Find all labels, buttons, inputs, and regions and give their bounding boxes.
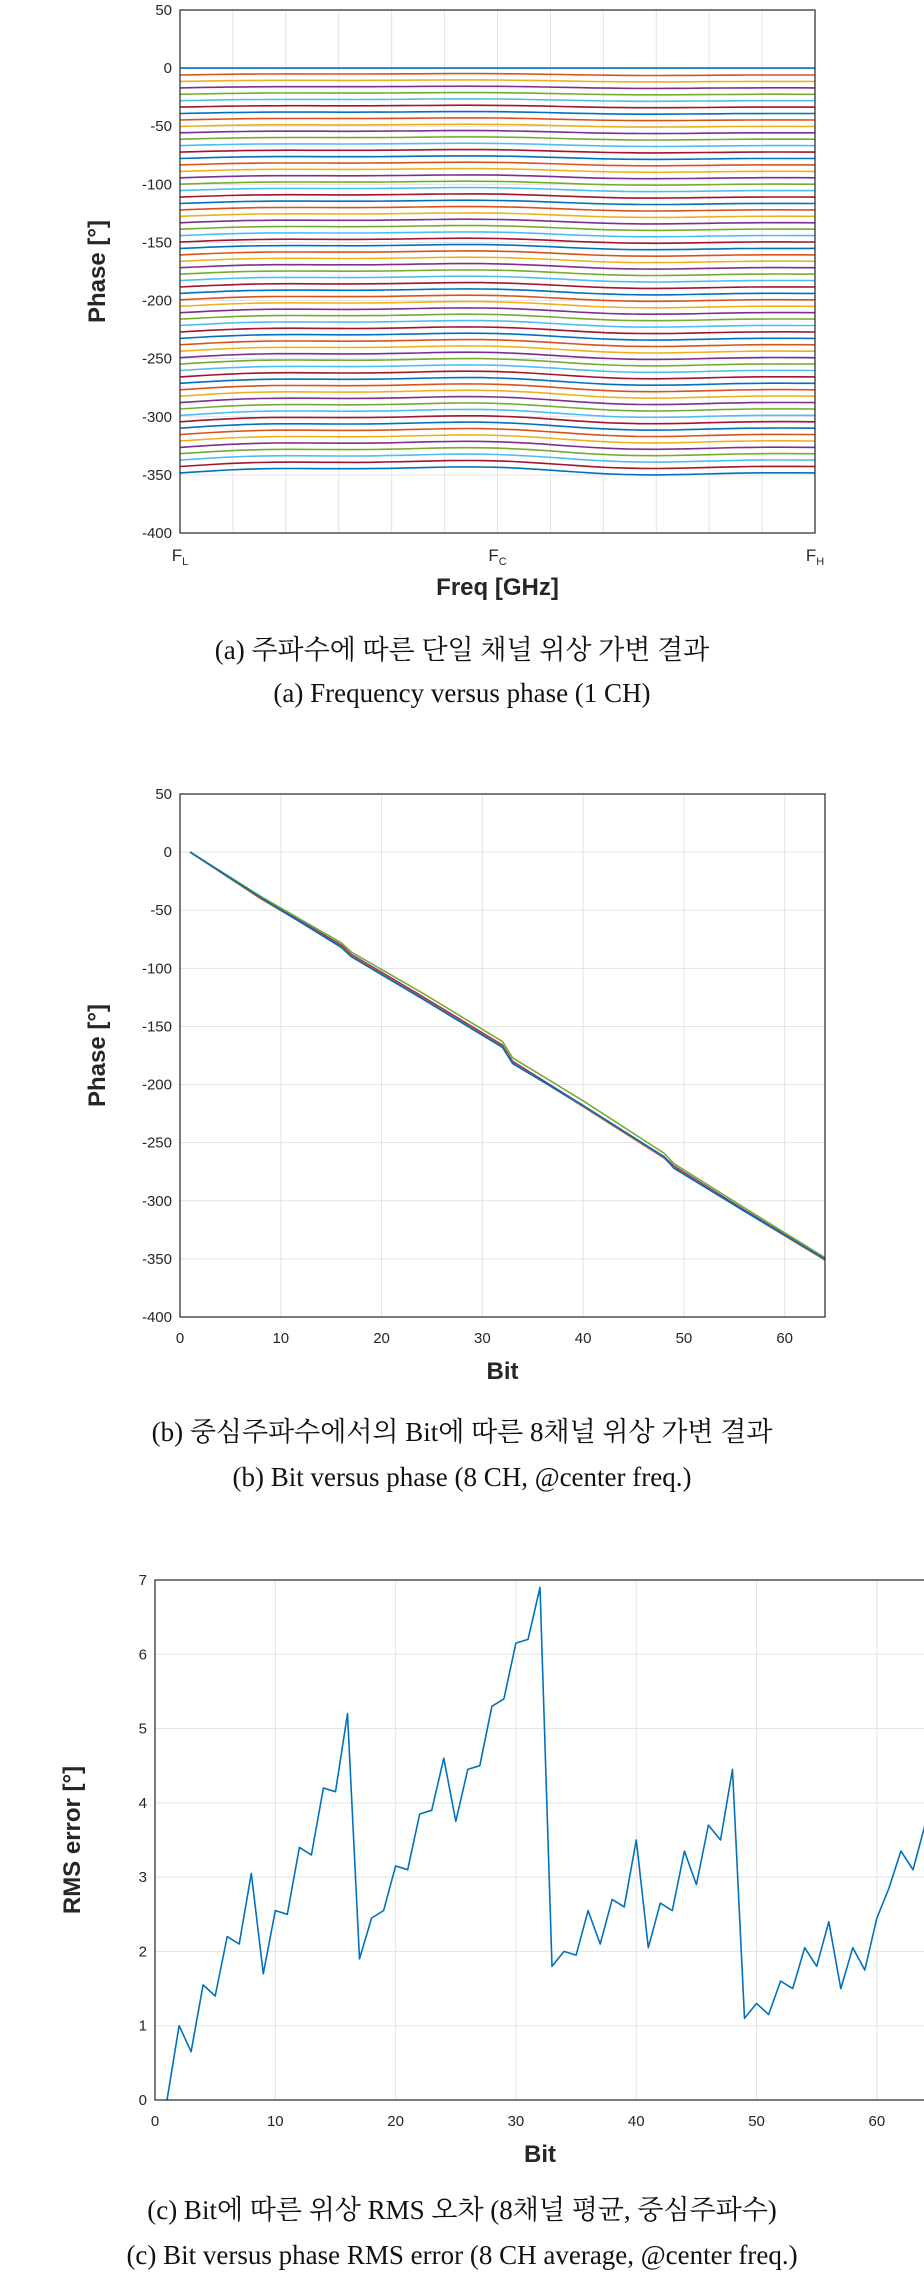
y-tick-label: -400 bbox=[141, 1309, 172, 1326]
x-tick-label: $F_L$ bbox=[171, 546, 189, 568]
y-tick-label: 0 bbox=[138, 2092, 147, 2109]
y-tick-label: -150 bbox=[141, 1018, 172, 1036]
y-tick-label: 6 bbox=[138, 1646, 147, 1664]
x-tick-label: 40 bbox=[574, 1330, 592, 1347]
y-tick-label: 50 bbox=[155, 786, 172, 803]
y-axis-label: Phase [°] bbox=[84, 220, 111, 323]
y-tick-label: 5 bbox=[138, 1720, 147, 1738]
x-tick-label: 0 bbox=[175, 1330, 185, 1347]
x-tick-label: 60 bbox=[868, 2113, 886, 2130]
x-tick-label: 10 bbox=[272, 1330, 290, 1347]
y-tick-label: 50 bbox=[155, 2, 172, 19]
x-tick-label: 20 bbox=[373, 1330, 390, 1347]
caption-a-korean: (a) 주파수에 따른 단일 채널 위상 가변 결과 bbox=[214, 635, 710, 665]
y-tick-label: -400 bbox=[141, 525, 172, 542]
x-tick-label: 50 bbox=[675, 1330, 693, 1347]
y-tick-label: 0 bbox=[163, 844, 172, 862]
caption-c-korean: (c) Bit에 따른 위상 RMS 오차 (8채널 평균, 중심주파수) bbox=[147, 2195, 777, 2225]
x-tick-label: 30 bbox=[507, 2113, 525, 2130]
y-tick-label: 4 bbox=[138, 1794, 147, 1812]
x-axis-label: Bit bbox=[524, 2141, 556, 2168]
y-axis-label: Phase [°] bbox=[84, 1004, 111, 1107]
y-axis-label: RMS error [°] bbox=[59, 1765, 86, 1915]
x-axis-label: Bit bbox=[486, 1358, 519, 1385]
x-tick-label: 20 bbox=[387, 2113, 404, 2130]
y-tick-label: -50 bbox=[150, 118, 172, 136]
x-tick-label: 10 bbox=[266, 2113, 284, 2130]
caption-a-english: (a) Frequency versus phase (1 CH) bbox=[273, 678, 651, 708]
y-tick-label: 3 bbox=[138, 1869, 147, 1887]
y-tick-label: -250 bbox=[141, 350, 172, 368]
caption-b-english: (b) Bit versus phase (8 CH, @center freq.) bbox=[232, 1462, 692, 1492]
y-tick-label: 7 bbox=[138, 1572, 147, 1589]
y-tick-label: -350 bbox=[141, 1250, 172, 1268]
x-tick-label: 50 bbox=[748, 2113, 765, 2130]
y-tick-label: -150 bbox=[141, 234, 172, 252]
y-tick-label: -250 bbox=[141, 1134, 172, 1152]
y-tick-label: -200 bbox=[141, 292, 172, 310]
x-tick-label: $F_C$ bbox=[488, 546, 507, 568]
plot-area bbox=[155, 1580, 924, 2100]
x-tick-label: 60 bbox=[776, 1330, 794, 1347]
x-tick-label: 30 bbox=[474, 1330, 491, 1347]
y-tick-label: -100 bbox=[141, 176, 172, 194]
x-axis-label: Freq [GHz] bbox=[436, 574, 559, 601]
y-tick-label: 1 bbox=[138, 2017, 147, 2035]
caption-c-english: (c) Bit versus phase RMS error (8 CH average, @center freq.) bbox=[126, 2240, 798, 2270]
x-tick-label: 40 bbox=[627, 2113, 645, 2130]
y-tick-label: 0 bbox=[163, 60, 172, 78]
x-tick-label: 0 bbox=[150, 2113, 160, 2130]
y-tick-label: -350 bbox=[141, 466, 172, 484]
y-tick-label: -300 bbox=[141, 408, 172, 426]
y-tick-label: -200 bbox=[141, 1076, 172, 1094]
y-tick-label: -100 bbox=[141, 960, 172, 978]
x-tick-label: $F_H$ bbox=[805, 546, 825, 568]
caption-b-korean: (b) 중심주파수에서의 Bit에 따른 8채널 위상 가변 결과 bbox=[151, 1417, 773, 1447]
y-tick-label: -300 bbox=[141, 1192, 172, 1210]
y-tick-label: -50 bbox=[150, 902, 172, 920]
y-tick-label: 2 bbox=[138, 1943, 147, 1961]
